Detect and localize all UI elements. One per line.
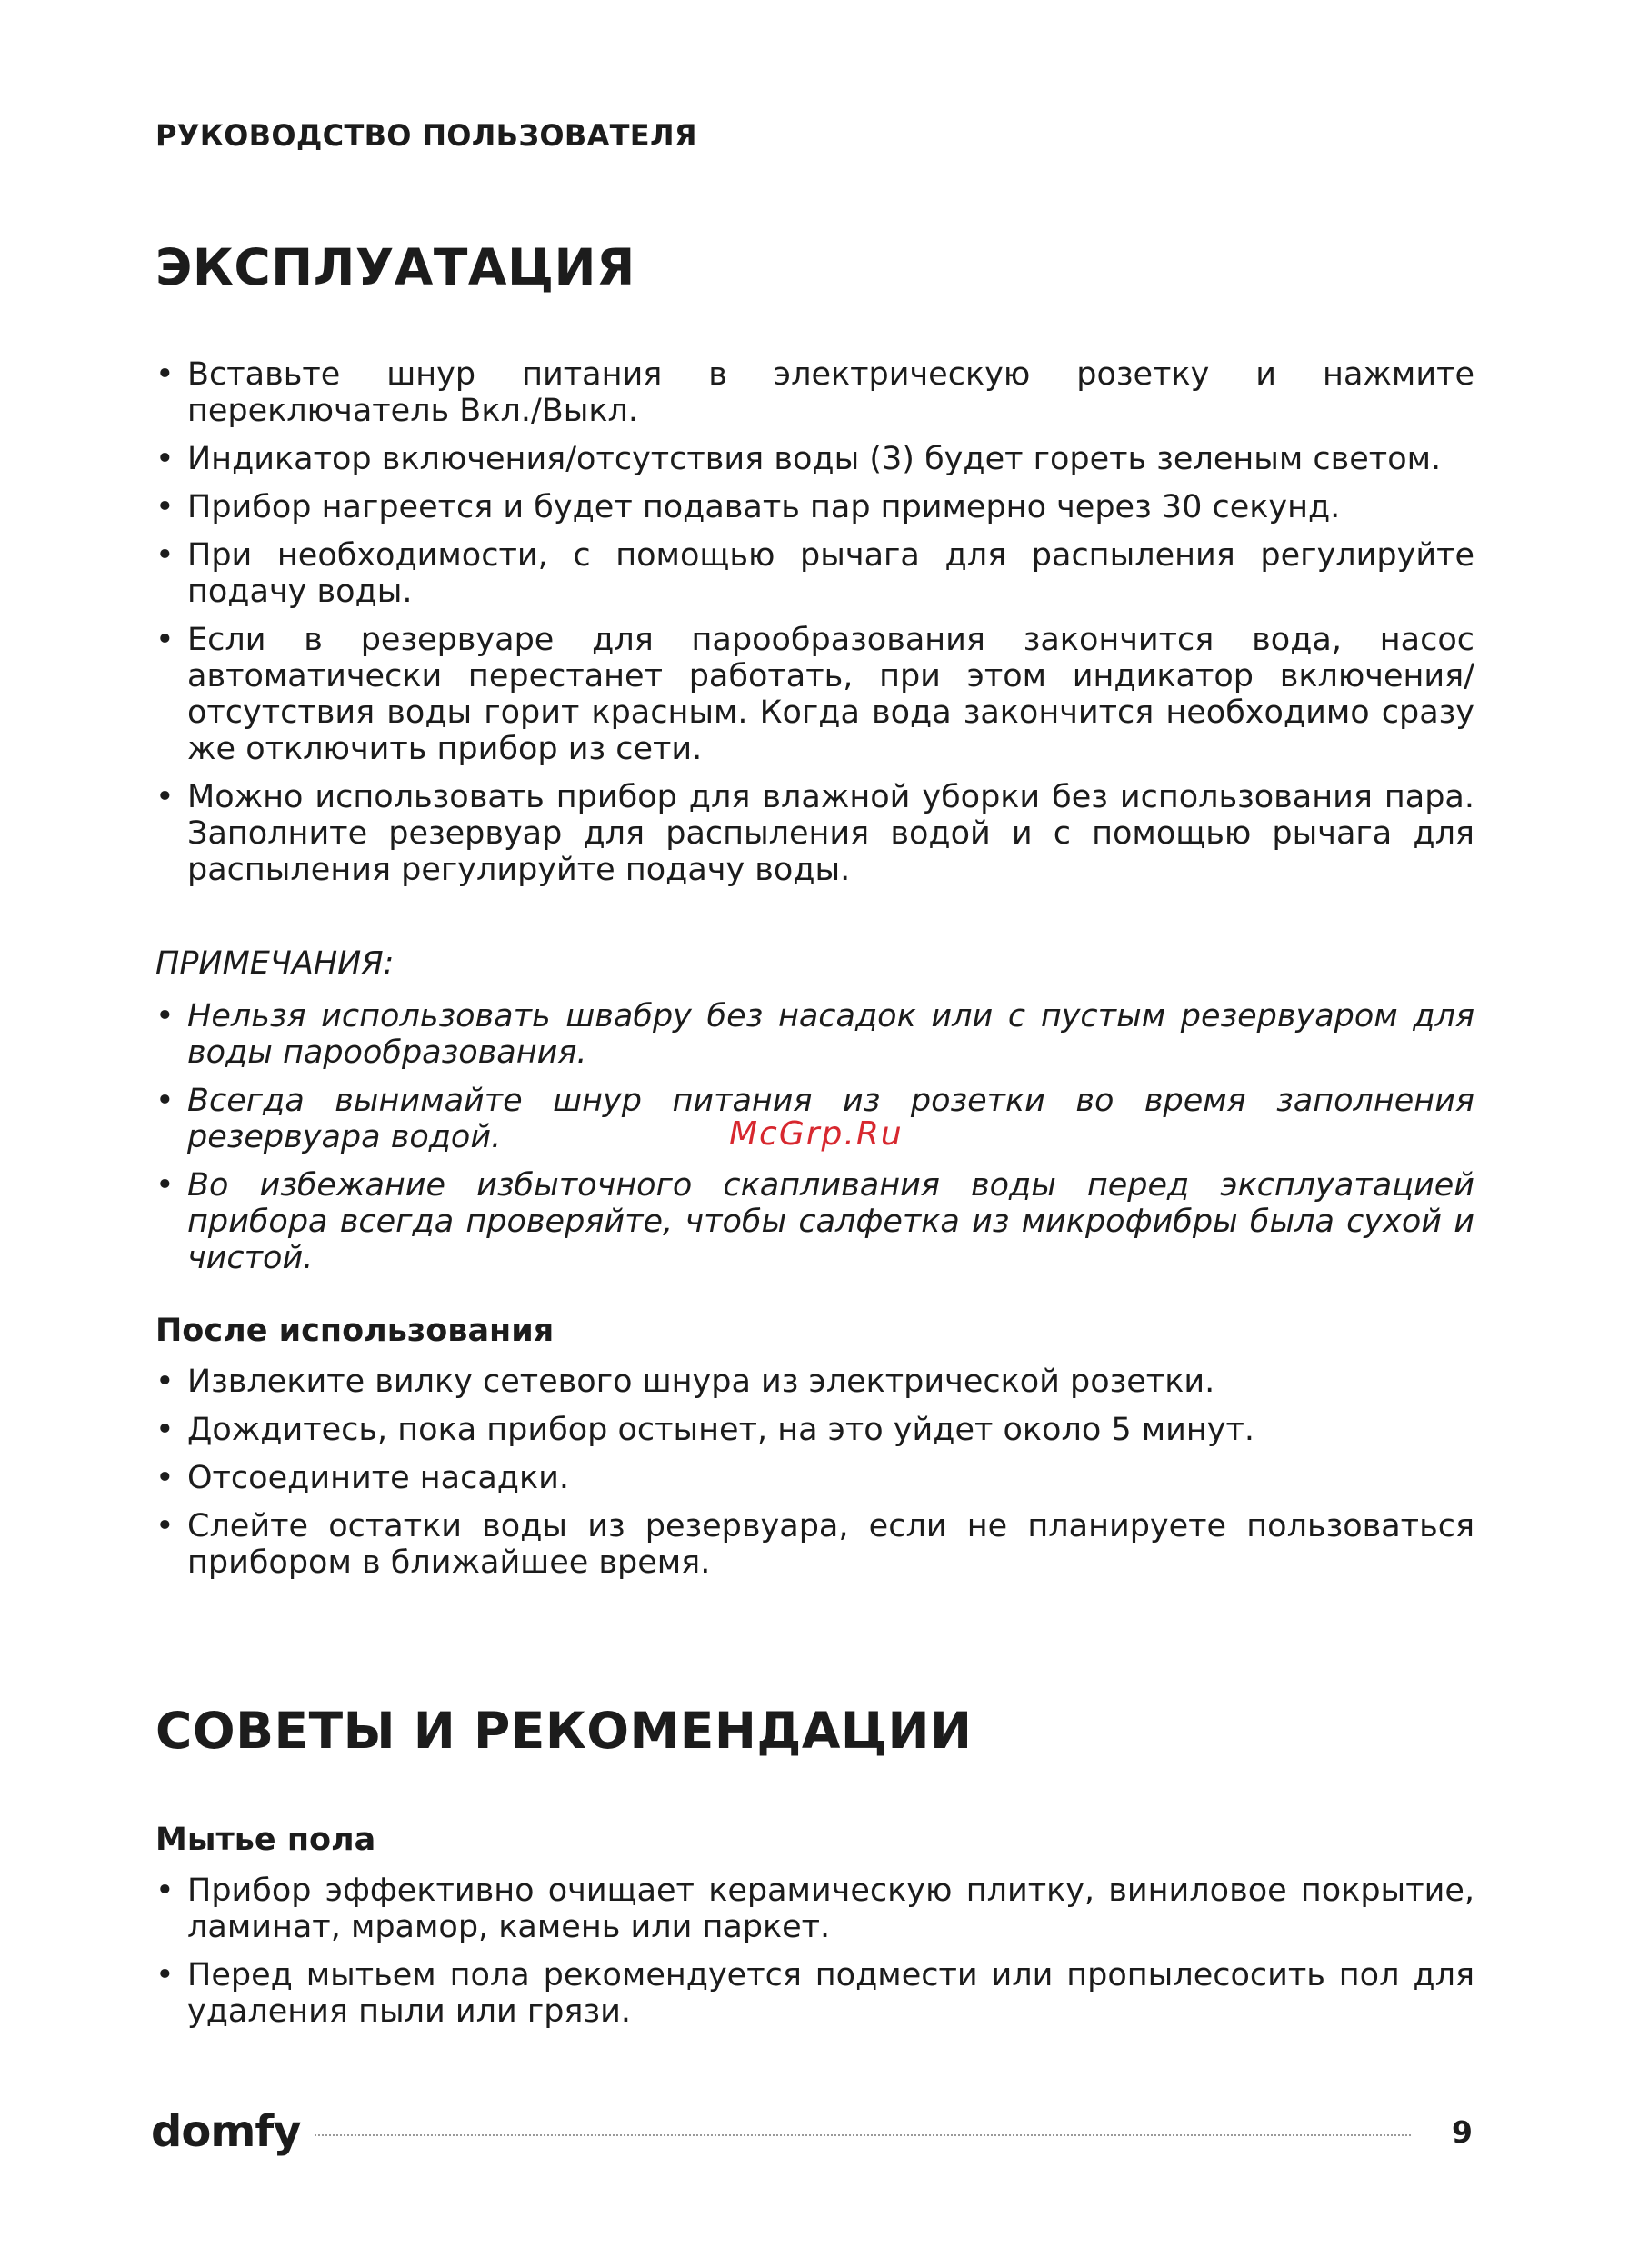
list-item: • Во избежание избыточного скапливания воды перед эксплуатацией прибора всегда проверяйте, чтобы салфетка из микрофибры была сухой и чистой.: [155, 1167, 1474, 1276]
page-footer: [151, 2106, 1474, 2157]
bullet-icon: •: [155, 537, 175, 574]
list-item: • Отсоедините насадки.: [155, 1460, 569, 1496]
bullet-icon: •: [155, 1460, 175, 1496]
list-item: • Прибор нагреется и будет подавать пар примерно через 30 секунд.: [155, 489, 1341, 525]
bullet-icon: •: [155, 1508, 175, 1544]
brand-logo: domfy: [151, 2106, 301, 2157]
list-item: • Всегда вынимайте шнур питания из розетки во время заполнения резервуара водой.: [155, 1083, 1474, 1155]
watermark: McGrp.Ru: [729, 1115, 904, 1153]
list-item: • Индикатор включения/отсутствия воды (3) будет гореть зеленым светом.: [155, 441, 1442, 477]
list-item: • Прибор эффективно очищает керамическую плитку, виниловое покрытие, ламинат, мрамор, камень или паркет.: [155, 1873, 1474, 1945]
bullet-icon: •: [155, 1167, 175, 1204]
bullet-icon: •: [155, 1957, 175, 1993]
list-item: • Извлеките вилку сетевого шнура из электрической розетки.: [155, 1364, 1215, 1400]
page-number: 9: [1452, 2114, 1473, 2150]
list-item: • Можно использовать прибор для влажной уборки без использования пара. Заполните резервуар для распыления водой и с помощью рычага для распыления регулируйте подачу воды.: [155, 779, 1474, 888]
list-item: • Если в резервуаре для парообразования закончится вода, насос автоматически перестанет работать, при этом индикатор включения/отсутствия воды горит красным. Когда вода закончится необходимо сразу же отключить прибор из сети.: [155, 622, 1474, 767]
bullet-icon: •: [155, 779, 175, 815]
list-item: • Вставьте шнур питания в электрическую розетку и нажмите переключатель Вкл./Выкл.: [155, 356, 1474, 429]
floor-cleaning-list: [155, 1873, 1474, 2042]
after-use-list: [155, 1364, 1474, 1593]
bullet-icon: •: [155, 441, 175, 477]
bullet-icon: •: [155, 356, 175, 393]
subsection-title-after-use: После использования: [155, 1313, 555, 1349]
list-item: • Нельзя использовать швабру без насадок или с пустым резервуаром для воды парообразования.: [155, 998, 1474, 1071]
list-item: • Дождитесь, пока прибор остынет, на это уйдет около 5 минут.: [155, 1412, 1255, 1448]
footer-divider: [315, 2134, 1411, 2136]
bullet-icon: •: [155, 1873, 175, 1909]
list-item: • Перед мытьем пола рекомендуется подмести или пропылесосить пол для удаления пыли или грязи.: [155, 1957, 1474, 2030]
bullet-icon: •: [155, 998, 175, 1034]
notes-title: ПРИМЕЧАНИЯ:: [155, 945, 395, 982]
bullet-icon: •: [155, 489, 175, 525]
list-item: • Слейте остатки воды из резервуара, если не планируете пользоваться прибором в ближайшее время.: [155, 1508, 1474, 1581]
section-title-operation: ЭКСПЛУАТАЦИЯ: [155, 238, 635, 296]
section-title-tips: СОВЕТЫ И РЕКОМЕНДАЦИИ: [155, 1702, 973, 1760]
subsection-title-floor-cleaning: Мытье пола: [155, 1822, 376, 1858]
list-item: • При необходимости, с помощью рычага для распыления регулируйте подачу воды.: [155, 537, 1474, 610]
operation-list: [155, 356, 1474, 900]
document-header: РУКОВОДСТВО ПОЛЬЗОВАТЕЛЯ: [155, 118, 697, 153]
bullet-icon: •: [155, 1364, 175, 1400]
bullet-icon: •: [155, 622, 175, 658]
bullet-icon: •: [155, 1412, 175, 1448]
bullet-icon: •: [155, 1083, 175, 1119]
